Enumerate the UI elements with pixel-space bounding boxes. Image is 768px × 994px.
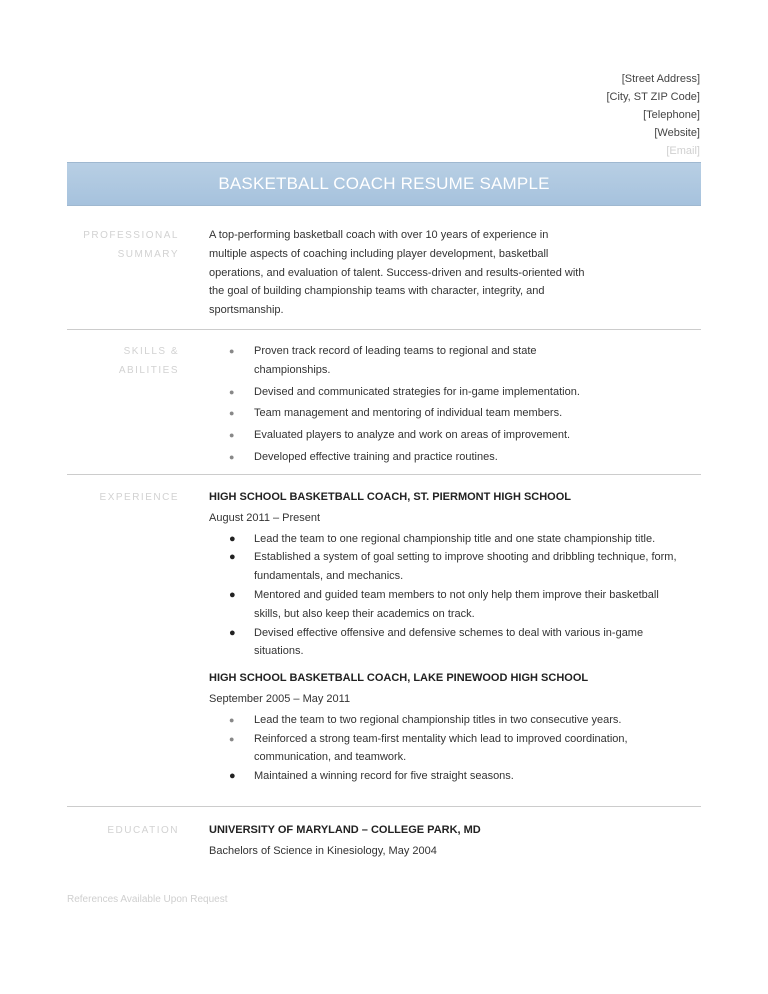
list-item [209,548,701,586]
page-title: BASKETBALL COACH RESUME SAMPLE [218,174,550,193]
education-body [209,821,609,861]
email: [Email] [666,145,700,157]
school-name: UNIVERSITY OF MARYLAND – COLLEGE PARK, MD [209,824,481,836]
contact-block [606,70,700,160]
duty-text: Devised effective offensive and defensive schemes to deal with various in-game [254,626,644,639]
bullet-icon: ● [229,714,235,725]
summary-line: operations, and evaluation of talent. Success-driven and results-oriented with [209,266,585,279]
duty-text: Established a system of goal setting to improve shooting and dribbling technique, form, [254,551,677,564]
bullet-icon: ● [229,551,236,564]
bullet-icon: ● [229,588,236,601]
skill-text: Devised and communicated strategies for in-game implementation. [254,385,580,398]
city-state-zip: [City, ST ZIP Code] [606,91,700,103]
summary-label-line1: PROFESSIONAL [83,230,179,241]
skill-text: Team management and mentoring of individual team members. [254,407,563,420]
job-title: HIGH SCHOOL BASKETBALL COACH, LAKE PINEWOOD HIGH SCHOOL [209,672,589,685]
bullet-icon: ● [229,408,235,419]
duty-text: Lead the team to one regional championship title and one state championship title. [254,532,656,545]
website: [Website] [654,127,700,139]
section-divider [67,806,701,807]
list-item [209,730,701,768]
telephone: [Telephone] [643,109,700,121]
summary-label [67,226,179,264]
street-address: [Street Address] [621,73,700,85]
duty-text: Mentored and guided team members to not only help them improve their basketball [254,588,659,601]
skill-text: Developed effective training and practice routines. [254,450,498,463]
duty-text: situations. [254,645,304,658]
section-divider [67,329,701,330]
bullet-icon: ● [229,430,235,441]
summary-line: sportsmanship. [209,304,284,317]
references-note: References Available Upon Request [67,894,228,905]
skills-label: SKILLS & ABILITIES [118,346,179,376]
title-banner [67,162,701,206]
list-item [209,426,689,445]
summary-line: the goal of building championship teams with character, integrity, and [209,285,545,298]
bullet-icon: ● [229,626,236,639]
summary-line: multiple aspects of coaching including player development, basketball [209,247,549,260]
summary-text [209,226,629,320]
skill-text: Evaluated players to analyze and work on areas of improvement. [254,429,571,442]
duty-text: skills, but also keep their academics on track. [254,607,475,620]
bullet-icon: ● [229,733,235,744]
list-item [209,624,701,662]
bullet-icon: ● [229,532,236,545]
summary-label-line2: SUMMARY [117,249,179,260]
duty-text: fundamentals, and mechanics. [254,570,404,583]
bullet-icon: ● [229,386,235,397]
bullet-icon: ● [229,346,235,356]
list-item [209,711,701,730]
skill-text: championships. [254,363,331,376]
degree: Bachelors of Science in Kinesiology, May 2004 [209,844,437,857]
section-divider [67,474,701,475]
duty-text: communication, and teamwork. [254,751,407,764]
skill-text: Proven track record of leading teams to regional and state [254,345,537,357]
list-item [209,404,689,423]
job-title: HIGH SCHOOL BASKETBALL COACH, ST. PIERMONT HIGH SCHOOL [209,491,571,503]
job-date: August 2011 – Present [209,511,321,524]
summary-line: A top-performing basketball coach with over 10 years of experience in [209,229,549,241]
duty-text: Maintained a winning record for five straight seasons. [254,770,514,783]
list-item [209,448,689,467]
bullet-icon: ● [229,770,236,783]
job-duties-list [209,530,701,662]
education-label: EDUCATION [107,825,179,836]
list-item [209,530,701,549]
experience-label: EXPERIENCE [99,492,179,503]
duty-text: Lead the team to two regional championship titles in two consecutive years. [254,713,622,726]
job-duties-list [209,711,701,786]
list-item [209,342,689,380]
job-date: September 2005 – May 2011 [209,692,351,705]
duty-text: Reinforced a strong team-first mentality which lead to improved coordination, [254,732,628,745]
experience-body [209,488,701,786]
list-item [209,767,701,786]
skills-list-wrap [209,342,689,467]
bullet-icon: ● [229,451,235,462]
list-item [209,383,689,402]
list-item [209,586,701,624]
skills-list [209,342,689,467]
